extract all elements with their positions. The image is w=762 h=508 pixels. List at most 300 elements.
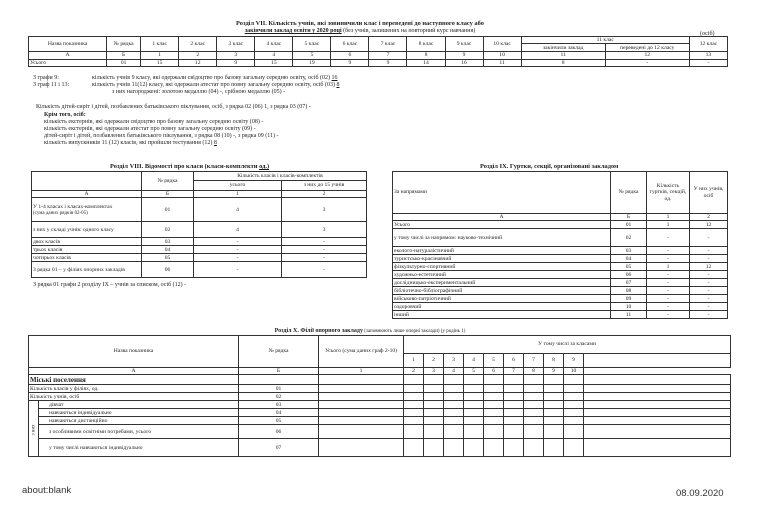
- col-header-classes: У тому числі за класами: [404, 336, 731, 354]
- row-value: [524, 401, 544, 409]
- col-number: 11: [521, 52, 605, 59]
- row-value: [404, 417, 424, 425]
- note-graf11-value: 8: [336, 82, 340, 88]
- row-value: -: [690, 303, 728, 311]
- col-number: 8: [407, 52, 445, 59]
- row-label: з особливими освітніми потребами, усього: [39, 425, 239, 439]
- col-number: 2: [404, 368, 424, 375]
- row-value: -: [690, 255, 728, 263]
- col-number: 10: [564, 368, 584, 375]
- section8-table: [31, 171, 367, 278]
- section7-title-year: закінчили заклад освіти у 2020 році: [244, 28, 342, 34]
- row-value: [524, 439, 544, 457]
- row-label-text: У 1-4 класах і класах-комплектах: [33, 203, 113, 210]
- row-value: [484, 425, 504, 439]
- section7-table: [28, 36, 728, 67]
- row-value: [584, 375, 731, 385]
- section9-table: [392, 171, 728, 319]
- row-value: [584, 425, 731, 439]
- row-value: [544, 417, 564, 425]
- letter-b: Б: [107, 52, 141, 59]
- row-value: [484, 385, 504, 393]
- row-value: [484, 417, 504, 425]
- col-header-class11: 11 клас: [521, 37, 689, 44]
- row-value: [584, 439, 731, 457]
- letters-row: [29, 368, 731, 375]
- row-code: 01: [142, 198, 194, 222]
- table-row: [32, 198, 367, 222]
- row-value: [464, 375, 484, 385]
- row-value: [444, 425, 464, 439]
- row-value: [444, 385, 464, 393]
- letter-b: Б: [239, 368, 319, 375]
- table-row: [32, 238, 367, 246]
- row-value: [504, 401, 524, 409]
- extra-line4: [44, 140, 217, 147]
- table-row: [393, 287, 728, 295]
- row-label: дослідницько-експериментальний: [393, 279, 611, 287]
- row-value: -: [647, 255, 690, 263]
- row-label: у тому числі за напрямом: науково-технічний: [393, 229, 611, 247]
- total-value: 9: [331, 59, 369, 66]
- col-header-under15: з них до 15 учнів: [282, 181, 367, 191]
- row-label-text: трьох класів: [33, 246, 63, 253]
- row-code: 04: [239, 409, 319, 417]
- row-label: Кількість учнів, осіб: [29, 393, 239, 401]
- row-label: у тому числі навчаються індивідуально: [39, 439, 239, 457]
- col-number: 7: [369, 52, 407, 59]
- table-row: [393, 311, 728, 319]
- col-number: 10: [483, 52, 521, 59]
- row-value: -: [647, 279, 690, 287]
- row-group-label: [29, 401, 39, 457]
- col-number: 7: [504, 368, 524, 375]
- row-value: [444, 439, 464, 457]
- row-value: [484, 401, 504, 409]
- row-label: бібліотечно-бібліографічний: [393, 287, 611, 295]
- row-value: 4: [194, 222, 282, 238]
- extra-line1: кількість екстернів, які одержали свідоцтво про базову загальну середню освіту (08) -: [44, 119, 264, 125]
- row-value: [564, 409, 584, 417]
- row-value: [504, 409, 524, 417]
- row-value: 4: [194, 198, 282, 222]
- row-code: 02: [142, 222, 194, 238]
- row-value: [444, 417, 464, 425]
- row-value: [484, 439, 504, 457]
- row-label: Усього: [393, 221, 611, 229]
- row-value: [564, 425, 584, 439]
- col-header-group: Кількість класів і класів-комплектів: [194, 172, 367, 181]
- col-number: 2: [282, 191, 367, 198]
- col-number: 3: [217, 52, 255, 59]
- row-value: [504, 425, 524, 439]
- note-grafa9: [92, 75, 338, 82]
- table-row: [29, 385, 731, 393]
- letter-a: А: [32, 191, 142, 198]
- extra-line2: кількість екстернів, які одержали атестат про повну загальну середню освіту (09) -: [44, 126, 256, 132]
- total-code: 01: [107, 59, 141, 66]
- row-value: [544, 425, 564, 439]
- section8-title-text: Розділ VIII. Відомості про класи (класи-комплекти: [110, 163, 258, 170]
- table-row: [393, 295, 728, 303]
- section7-title-line1: Розділ VII. Кількість учнів, які зовиничили клас і переведені до наступного класу або: [236, 20, 484, 27]
- col-header-class: 5: [484, 354, 504, 368]
- row-value: [524, 385, 544, 393]
- row-value: [319, 425, 404, 439]
- col-number: 6: [484, 368, 504, 375]
- row-label: інший: [393, 311, 611, 319]
- col-number: 13: [689, 52, 727, 59]
- col-header-empty: [32, 172, 142, 191]
- col-header-class: 8: [544, 354, 564, 368]
- row-code: 06: [611, 271, 647, 279]
- row-value: [404, 439, 424, 457]
- col-number: 1: [647, 214, 690, 221]
- row-value: 3: [282, 198, 367, 222]
- row-code: 02: [611, 229, 647, 247]
- col-header-class: 10 клас: [483, 37, 521, 52]
- row-value: [319, 385, 404, 393]
- section10-table: [28, 335, 731, 457]
- row-value: -: [282, 238, 367, 246]
- col-header-empty: [584, 354, 731, 368]
- row-value: [484, 375, 504, 385]
- col-header-class: 8 клас: [407, 37, 445, 52]
- row-value: [544, 375, 564, 385]
- row-value: [584, 409, 731, 417]
- col-header-class: 9: [564, 354, 584, 368]
- row-code: 04: [611, 255, 647, 263]
- row-value: -: [647, 229, 690, 247]
- letters-row: [29, 52, 728, 59]
- total-value: -: [689, 59, 727, 66]
- col-number: 1: [194, 191, 282, 198]
- row-value: 1: [647, 221, 690, 229]
- col-header-name: Назва показника: [29, 37, 107, 52]
- note-graf11: [92, 82, 340, 89]
- row-value: [424, 375, 444, 385]
- row-value: [404, 401, 424, 409]
- table-row: [32, 222, 367, 238]
- col-number: 3: [424, 368, 444, 375]
- row-value: [484, 409, 504, 417]
- section8-note: З рядка 01 графи 2 розділу IX – учнів за списком, осіб (12) -: [33, 282, 187, 288]
- row-value: [319, 417, 404, 425]
- row-label: Міські поселення: [29, 375, 239, 385]
- row-code: 04: [142, 246, 194, 254]
- col-header-total: усього: [194, 181, 282, 191]
- col-header-class: 3: [444, 354, 464, 368]
- note-grafa9-value: 16: [331, 75, 338, 81]
- row-value: [404, 409, 424, 417]
- table-row: [29, 425, 731, 439]
- header-row: [32, 172, 367, 181]
- row-value: [564, 401, 584, 409]
- row-label-text: з них у складі учнів: одного класу: [33, 226, 114, 233]
- row-value: -: [647, 311, 690, 319]
- col-number: 4: [255, 52, 293, 59]
- letters-row: [32, 191, 367, 198]
- section9-title: Розділ IX. Гуртки, секції, організовані закладом: [480, 163, 619, 170]
- row-value: -: [690, 287, 728, 295]
- letters-row: [393, 214, 728, 221]
- row-label: художньо-естетичний: [393, 271, 611, 279]
- row-value: -: [690, 271, 728, 279]
- row-value: [464, 425, 484, 439]
- total-value: -: [605, 59, 689, 66]
- footer-date: 08.09.2020: [676, 488, 724, 499]
- note-graf11-text: кількість учнів 11(12) класу, які одержали атестат про повну загальну середню освіту, осіб (03): [92, 82, 335, 88]
- row-value: [484, 393, 504, 401]
- header-row: [29, 336, 731, 354]
- total-value: 15: [141, 59, 179, 66]
- row-code: 07: [611, 279, 647, 287]
- row-value: [464, 385, 484, 393]
- row-value: 1: [647, 263, 690, 271]
- row-label: [32, 238, 142, 246]
- row-value: -: [690, 279, 728, 287]
- section10-title-sub: (заповнюють лише опорні заклади) (у родінь 1): [362, 329, 466, 334]
- row-value: [464, 439, 484, 457]
- row-value: -: [194, 254, 282, 262]
- table-row: [393, 271, 728, 279]
- row-code: 07: [239, 439, 319, 457]
- row-label: [32, 222, 142, 238]
- col-number: 9: [445, 52, 483, 59]
- row-value: [424, 409, 444, 417]
- row-value: [544, 385, 564, 393]
- row-value: -: [690, 247, 728, 255]
- table-row: [29, 375, 731, 385]
- col-header-class: 9 клас: [445, 37, 483, 52]
- note-graf11-label: З граф 11 і 13:: [33, 82, 70, 88]
- row-value: [544, 393, 564, 401]
- total-value: 8: [521, 59, 605, 66]
- row-value: [464, 417, 484, 425]
- row-label-text: З рядка 01 – у філіях опорних закладів: [33, 266, 125, 273]
- table-row: [29, 417, 731, 425]
- col-number: 1: [141, 52, 179, 59]
- col-number: 4: [444, 368, 464, 375]
- row-label: [32, 198, 142, 222]
- row-value: [564, 375, 584, 385]
- letter-a: А: [29, 52, 107, 59]
- row-value: [584, 401, 731, 409]
- row-value: -: [690, 295, 728, 303]
- col-number: 6: [331, 52, 369, 59]
- total-value: 16: [445, 59, 483, 66]
- table-row: [393, 279, 728, 287]
- row-value: [544, 439, 564, 457]
- col-header-row: № рядка: [611, 172, 647, 214]
- row-code: 05: [239, 417, 319, 425]
- note-medals: з них нагороджені: золотою медаллю (04) -, срібною медаллю (05) -: [112, 89, 286, 95]
- row-label: навчаються індивідуально: [39, 409, 239, 417]
- col-header-class: 2: [424, 354, 444, 368]
- row-value: [584, 385, 731, 393]
- row-value: [319, 439, 404, 457]
- table-row: [393, 303, 728, 311]
- row-value: [524, 393, 544, 401]
- col-header-class: 1: [404, 354, 424, 368]
- row-value: [564, 439, 584, 457]
- row-value: [544, 401, 564, 409]
- row-code: 06: [239, 425, 319, 439]
- row-code: [239, 375, 319, 385]
- row-value: [424, 385, 444, 393]
- row-code: 01: [239, 385, 319, 393]
- row-value: [504, 439, 524, 457]
- row-value: 12: [690, 221, 728, 229]
- col-header-class: 5 клас: [293, 37, 331, 52]
- col-header-class12: 12 клас: [689, 37, 727, 52]
- col-header-row: № рядка: [107, 37, 141, 52]
- row-label-text: двох класів: [33, 238, 60, 245]
- row-label: фізкультурно-спортивний: [393, 263, 611, 271]
- row-label: оздоровчий: [393, 303, 611, 311]
- col-header-class: 3 клас: [217, 37, 255, 52]
- row-label: військово-патріотичний: [393, 295, 611, 303]
- row-value: [424, 425, 444, 439]
- row-label-sub: (сума даних рядків 02-05): [33, 210, 88, 216]
- row-value: 3: [282, 222, 367, 238]
- total-value: 9: [369, 59, 407, 66]
- table-row: [29, 401, 731, 409]
- row-value: [319, 375, 404, 385]
- extra-line4-value: 8: [213, 140, 217, 146]
- table-row: [393, 221, 728, 229]
- header-row: [29, 37, 728, 44]
- extra-line4-text: кількість випускників 11 (12) класів, які пройшли тестування (12): [44, 140, 213, 146]
- extra-line3: дітей-сиріт і дітей, позбавлених батьківського піклування, з рядка 08 (10) -, з рядка 09 (11) -: [44, 133, 279, 139]
- row-label: туристсько-краєзнавчий: [393, 255, 611, 263]
- col-header-class: 1 клас: [141, 37, 179, 52]
- col-header-11-transferred: переведені до 12 класу: [605, 44, 689, 52]
- total-value: 19: [293, 59, 331, 66]
- col-number: 5: [293, 52, 331, 59]
- row-value: [584, 417, 731, 425]
- letter-a: А: [29, 368, 239, 375]
- row-value: -: [647, 271, 690, 279]
- total-row: [29, 59, 728, 66]
- table-row: [393, 255, 728, 263]
- row-value: [524, 375, 544, 385]
- row-code: 08: [611, 287, 647, 295]
- row-value: -: [690, 229, 728, 247]
- note-grafa9-label: З графи 9:: [33, 75, 59, 81]
- row-value: [424, 439, 444, 457]
- col-number: 5: [464, 368, 484, 375]
- table-row: [29, 393, 731, 401]
- section10-title: [150, 328, 590, 335]
- table-row: [29, 439, 731, 457]
- row-value: [444, 401, 464, 409]
- footer-url: about:blank: [22, 485, 72, 496]
- section8-title-unit: од.): [259, 163, 270, 170]
- section10-title-text: Розділ X. Філії опорного закладу: [274, 328, 363, 334]
- col-header-class: 7 клас: [369, 37, 407, 52]
- col-header-name: Назва показника: [29, 336, 239, 368]
- total-value: 9: [217, 59, 255, 66]
- row-value: [504, 393, 524, 401]
- col-number: 2: [179, 52, 217, 59]
- row-value: [404, 385, 424, 393]
- row-value: -: [194, 238, 282, 246]
- row-value: [504, 385, 524, 393]
- row-value: [404, 393, 424, 401]
- section7-title-line2: [150, 28, 570, 35]
- row-value: -: [690, 311, 728, 319]
- row-value: [464, 409, 484, 417]
- col-header-11-graduated: закінчили заклад: [521, 44, 605, 52]
- orphans-note: Кількість дітей-сиріт і дітей, позбавлених батьківського піклування, осіб, з рядка 02 (06) 1, з рядка 03 (07) -: [36, 104, 311, 110]
- row-value: -: [194, 246, 282, 254]
- row-value: [504, 417, 524, 425]
- letter-b: Б: [142, 191, 194, 198]
- col-header-row: № рядка: [142, 172, 194, 191]
- table-row: [393, 229, 728, 247]
- note-grafa9-text: кількість учнів 9 класу, які одержали свідоцтво про базову загальну середню освіту, осіб (02): [92, 75, 331, 81]
- section7-unit: (осіб): [700, 31, 715, 37]
- row-code: 10: [611, 303, 647, 311]
- row-value: 12: [690, 263, 728, 271]
- row-value: [464, 393, 484, 401]
- table-row: [32, 262, 367, 278]
- col-number: 2: [690, 214, 728, 221]
- row-label: [32, 262, 142, 278]
- row-value: [424, 401, 444, 409]
- row-value: [564, 417, 584, 425]
- col-header-row: № рядка: [239, 336, 319, 368]
- row-label: еколого-натуралістичний: [393, 247, 611, 255]
- row-value: [444, 375, 464, 385]
- letter-b: Б: [611, 214, 647, 221]
- col-header-count: Кількість гуртків, секцій, од.: [647, 172, 690, 214]
- row-code: 02: [239, 393, 319, 401]
- row-value: -: [282, 262, 367, 278]
- table-row: [393, 247, 728, 255]
- row-value: -: [194, 262, 282, 278]
- row-value: [524, 409, 544, 417]
- table-row: [393, 263, 728, 271]
- row-value: [404, 425, 424, 439]
- row-value: [444, 393, 464, 401]
- row-label: [32, 254, 142, 262]
- krim-toho: Крім того, осіб:: [44, 112, 86, 118]
- row-value: -: [647, 295, 690, 303]
- col-header-class: 4 клас: [255, 37, 293, 52]
- col-number: 12: [605, 52, 689, 59]
- col-header-total: Усього (сума даних граф 2-10): [319, 336, 404, 368]
- row-code: 09: [611, 295, 647, 303]
- total-value: 11: [483, 59, 521, 66]
- row-code: 05: [142, 254, 194, 262]
- row-code: 03: [611, 247, 647, 255]
- col-header-class: 6 клас: [331, 37, 369, 52]
- row-code: 01: [611, 221, 647, 229]
- row-code: 06: [142, 262, 194, 278]
- row-label: [32, 246, 142, 254]
- row-value: [564, 385, 584, 393]
- row-value: [444, 409, 464, 417]
- row-value: [424, 417, 444, 425]
- row-value: [504, 375, 524, 385]
- col-header-class: 2 клас: [179, 37, 217, 52]
- total-value: 15: [255, 59, 293, 66]
- row-label: Кількість класів у філіях, од.: [29, 385, 239, 393]
- row-value: [424, 393, 444, 401]
- col-header-class: 4: [464, 354, 484, 368]
